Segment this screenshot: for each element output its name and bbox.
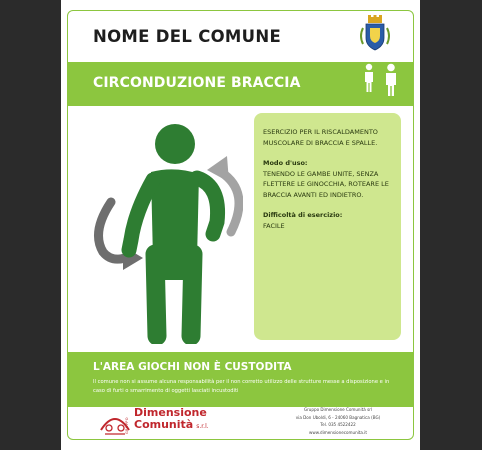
logo-line-1: Dimensione: [134, 406, 207, 419]
company-address: via Don Uboldi, 6 - 24060 Bagnatica (BG): [295, 414, 381, 420]
town-name: NOME DEL COMUNE: [93, 27, 282, 46]
company-name: Gruppo Dimensione Comunità srl: [303, 407, 373, 412]
age-small-label: 8X: [362, 95, 372, 104]
logo-line-2: Comunità: [134, 418, 194, 431]
child-small-icon: [363, 63, 375, 93]
usage-text: TENENDO LE GAMBE UNITE, SENZA FLETTERE LE GINOCCHIA, ROTEARE LE BRACCIA AVANTI ED INDIETRO.: [263, 169, 389, 199]
age-big-label: 10X: [383, 95, 398, 104]
difficulty-label: Difficoltà di esercizio:: [263, 211, 343, 219]
exercise-info-box: [254, 113, 401, 340]
company-logo-text: [134, 407, 209, 433]
logo-suffix: s.r.l.: [196, 423, 209, 430]
difficulty-value: FACILE: [263, 221, 285, 230]
company-info: [273, 406, 403, 436]
logo-group-label: GRUPPO: [125, 417, 129, 434]
warning-title: L'AREA GIOCHI NON È CUSTODITA: [93, 361, 292, 373]
town-crest-icon: [357, 14, 393, 58]
child-big-icon: [384, 63, 398, 97]
company-phone: Tel. 035 4522422: [320, 422, 356, 428]
exercise-title: CIRCONDUZIONE BRACCIA: [93, 75, 301, 91]
usage-label: Modo d'uso:: [263, 159, 308, 167]
exercise-description: ESERCIZIO PER IL RISCALDAMENTO MUSCOLARE DI BRACCIA E SPALLE.: [263, 128, 378, 147]
exercise-figure-illustration: [93, 122, 243, 344]
warning-text: Il comune non si assume alcuna responsabilità per il non corretto utilizzo delle strutture messe a disposizione e in caso di furti o smarrimento di oggetti lasciati incustoditi: [93, 379, 390, 394]
sign-panel: [61, 0, 420, 450]
rotation-arrow-left-icon: [99, 202, 126, 259]
company-website[interactable]: www.dimensionecomunita.it: [309, 429, 367, 435]
